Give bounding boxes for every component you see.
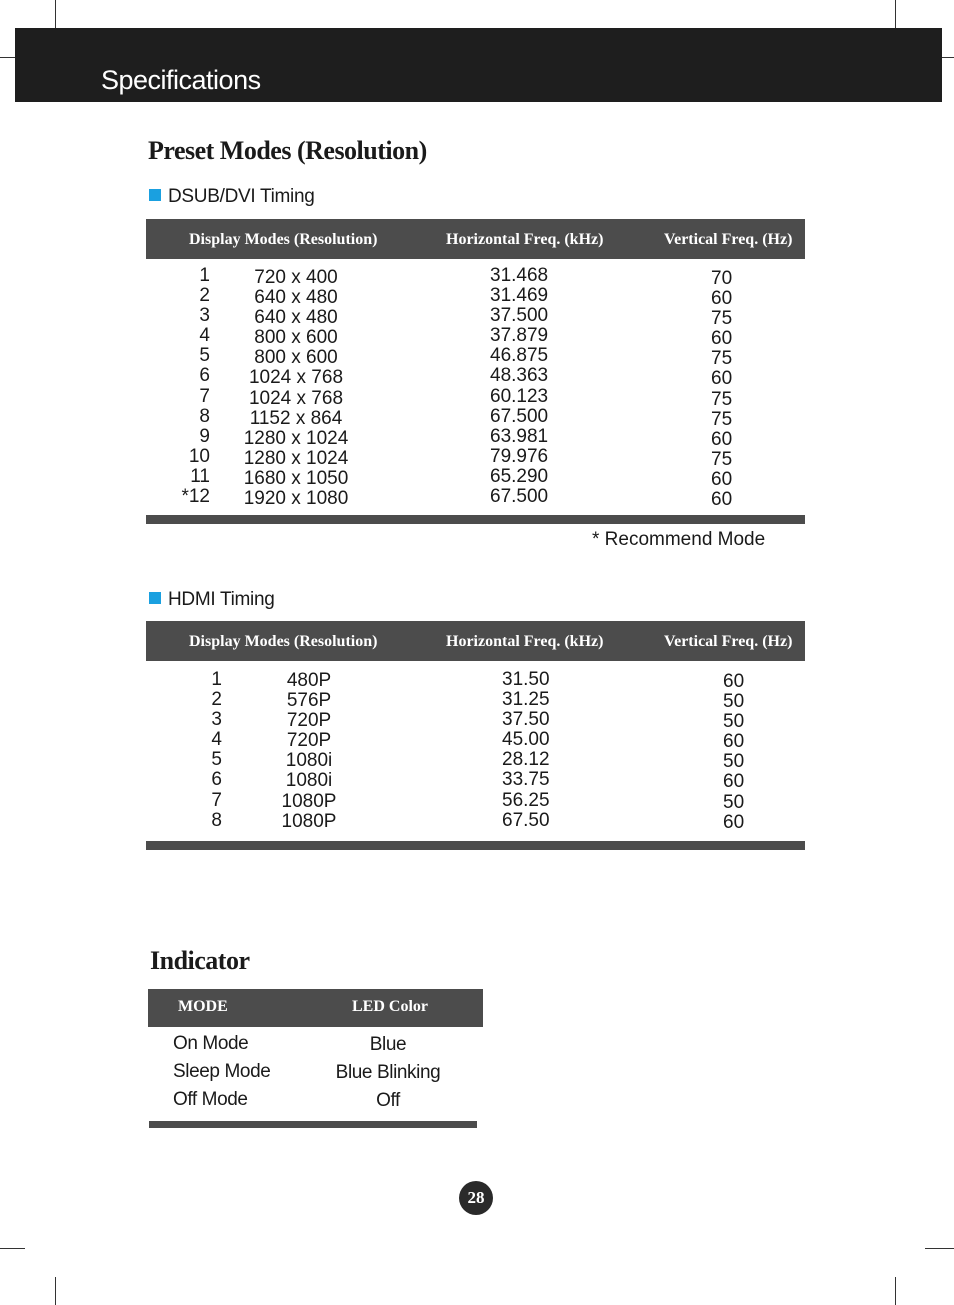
table-cell: Blue: [369, 1034, 407, 1055]
table-cell: 1680 x 1050: [243, 467, 349, 489]
header-led-color: LED Color: [352, 998, 428, 1015]
table-cell: 28.12: [502, 749, 550, 771]
table-cell: 8: [199, 405, 210, 427]
table-cell: 1080P: [281, 790, 337, 812]
table-cell: Sleep Mode: [173, 1061, 271, 1082]
table-cell: On Mode: [173, 1033, 249, 1054]
table-cell: 3: [211, 709, 222, 731]
table-cell: 37.879: [490, 325, 549, 347]
table-cell: 60: [711, 489, 733, 511]
table-cell: 1: [211, 669, 222, 690]
hdmi-table-footer: [146, 841, 805, 850]
table-cell: 640 x 480: [254, 287, 338, 309]
header-vertical-freq: Vertical Freq. (Hz): [664, 231, 793, 248]
table-cell: 60: [711, 328, 733, 350]
table-cell: 31.25: [502, 689, 550, 711]
hdmi-timing-text: HDMI Timing: [168, 589, 275, 610]
dsub-col-hfreq: [490, 266, 570, 507]
hdmi-col-hfreq: [502, 670, 572, 831]
table-cell: 50: [723, 691, 745, 713]
table-cell: 10: [188, 445, 210, 467]
crop-mark: [55, 0, 56, 28]
table-cell: 37.50: [502, 709, 550, 731]
table-cell: 1920 x 1080: [243, 488, 349, 510]
table-cell: 2: [199, 285, 210, 307]
table-cell: 1152 x 864: [249, 407, 343, 429]
table-cell: 60: [711, 468, 733, 490]
table-cell: 60: [723, 671, 745, 692]
header-horizontal-freq: Horizontal Freq. (kHz): [446, 231, 604, 248]
dsub-table-header: [146, 219, 805, 259]
table-cell: 50: [723, 711, 745, 733]
table-cell: 60: [723, 811, 745, 833]
table-cell: Off Mode: [173, 1089, 248, 1110]
hdmi-col-resolution: [259, 671, 359, 832]
crop-mark: [55, 1277, 56, 1305]
table-cell: 56.25: [502, 789, 550, 811]
crop-mark: [895, 0, 896, 28]
table-cell: 31.469: [490, 285, 549, 307]
table-cell: 1280 x 1024: [243, 447, 349, 469]
table-cell: 1: [199, 265, 210, 286]
table-cell: 75: [711, 408, 733, 430]
table-cell: 46.875: [490, 345, 549, 367]
dsub-timing-text: DSUB/DVI Timing: [168, 186, 315, 207]
header-vertical-freq: Vertical Freq. (Hz): [664, 633, 793, 650]
crop-mark: [925, 1248, 954, 1249]
table-cell: 1280 x 1024: [243, 427, 349, 449]
table-cell: 63.981: [490, 425, 549, 447]
table-cell: 5: [199, 345, 210, 367]
table-cell: 4: [211, 729, 222, 751]
table-cell: 65.290: [490, 465, 549, 487]
table-cell: 5: [211, 749, 222, 771]
indicator-table-header: [148, 989, 483, 1027]
dsub-table-footer: [146, 515, 805, 524]
table-cell: 1024 x 768: [248, 367, 344, 389]
header-horizontal-freq: Horizontal Freq. (kHz): [446, 633, 604, 650]
table-cell: 60: [711, 288, 733, 310]
table-cell: 75: [711, 308, 733, 330]
table-cell: 720P: [286, 710, 332, 732]
table-cell: 31.50: [502, 669, 550, 690]
indicator-table-footer: [149, 1121, 477, 1128]
indicator-col-led: [318, 1031, 458, 1115]
table-cell: 640 x 480: [254, 307, 338, 329]
dsub-timing-label: [149, 186, 314, 208]
table-cell: 60: [711, 428, 733, 450]
table-cell: 67.500: [490, 486, 549, 508]
table-cell: 75: [711, 348, 733, 370]
table-cell: 1080i: [285, 770, 333, 792]
table-cell: Off: [376, 1090, 400, 1111]
page-header-title: Specifications: [101, 65, 261, 95]
table-cell: 7: [211, 789, 222, 811]
table-cell: 60: [723, 771, 745, 793]
table-cell: 4: [199, 325, 210, 347]
table-cell: 800 x 600: [254, 327, 338, 349]
crop-mark: [0, 1248, 25, 1249]
crop-mark: [0, 57, 15, 58]
table-cell: 6: [199, 365, 210, 387]
table-cell: 576P: [286, 690, 332, 712]
table-cell: 48.363: [490, 365, 549, 387]
crop-mark: [895, 1277, 896, 1305]
table-cell: 60: [723, 731, 745, 753]
table-cell: 1080P: [281, 810, 337, 832]
table-cell: 67.50: [502, 809, 550, 831]
table-cell: 480P: [286, 670, 332, 691]
table-cell: 31.468: [490, 265, 549, 286]
table-cell: 50: [723, 791, 745, 813]
table-cell: 33.75: [502, 769, 550, 791]
table-cell: 75: [711, 448, 733, 470]
table-cell: 9: [199, 425, 210, 447]
table-cell: 7: [199, 385, 210, 407]
dsub-col-vfreq: [711, 269, 751, 510]
preset-modes-title: Preset Modes (Resolution): [148, 136, 427, 165]
table-cell: 60: [711, 368, 733, 390]
table-cell: 45.00: [502, 729, 550, 751]
table-cell: 2: [211, 689, 222, 711]
table-cell: 79.976: [490, 445, 549, 467]
table-cell: 60.123: [490, 385, 549, 407]
table-cell: 8: [211, 809, 222, 831]
indicator-col-mode: [173, 1030, 270, 1114]
header-bar: [15, 28, 942, 102]
hdmi-table-header: [146, 621, 805, 661]
table-cell: 37.500: [490, 305, 549, 327]
table-cell: 800 x 600: [254, 347, 338, 369]
table-cell: Blue Blinking: [335, 1062, 441, 1083]
table-cell: 75: [711, 388, 733, 410]
indicator-title: Indicator: [150, 946, 250, 975]
dsub-col-resolution: [226, 268, 366, 509]
hdmi-timing-label: [149, 589, 275, 611]
table-cell: 50: [723, 751, 745, 773]
bullet-icon: [149, 592, 161, 604]
hdmi-col-number: [172, 670, 222, 831]
hdmi-col-vfreq: [723, 672, 763, 833]
table-cell: 6: [211, 769, 222, 791]
table-cell: 70: [711, 268, 733, 289]
table-cell: 720P: [286, 730, 332, 752]
crop-mark: [942, 57, 954, 58]
table-cell: 720 x 400: [254, 267, 338, 288]
table-cell: 11: [190, 465, 210, 487]
page-number: 28: [459, 1181, 493, 1215]
table-cell: *12: [181, 486, 210, 508]
table-cell: 1024 x 768: [248, 387, 344, 409]
table-cell: 67.500: [490, 405, 549, 427]
header-display-modes: Display Modes (Resolution): [189, 231, 378, 248]
header-mode: MODE: [178, 998, 228, 1015]
bullet-icon: [149, 189, 161, 201]
dsub-col-number: [160, 266, 210, 507]
recommend-mode-note: * Recommend Mode: [592, 529, 766, 550]
table-cell: 1080i: [285, 750, 333, 772]
header-display-modes: Display Modes (Resolution): [189, 633, 378, 650]
table-cell: 3: [199, 305, 210, 327]
